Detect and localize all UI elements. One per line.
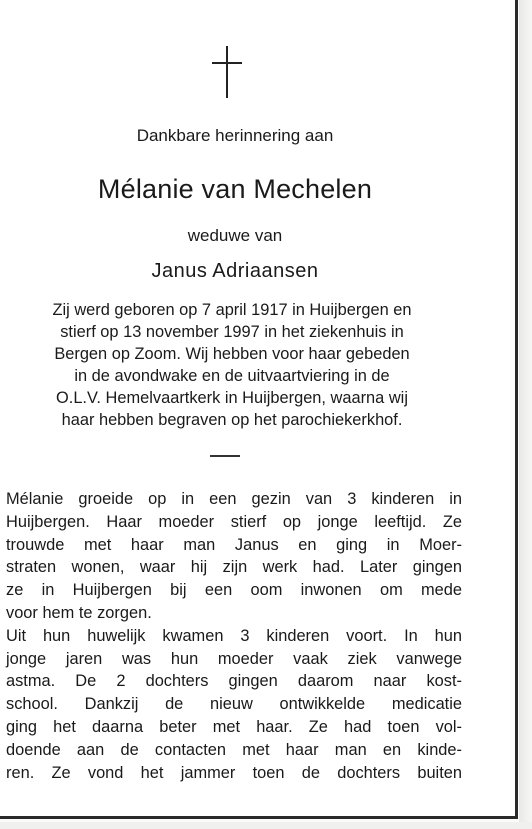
biography-line: trouwde met haar man Janus en ging in Moer- xyxy=(6,535,462,554)
announcement-paragraph xyxy=(0,299,464,431)
biography-line: Huijbergen. Haar moeder stierf op jonge leeftijd. Ze xyxy=(6,512,462,531)
biography-line: school. Dankzij de nieuw ontwikkelde medicatie xyxy=(6,695,462,714)
cross-icon xyxy=(212,46,242,98)
biography-line: ze in Huijbergen bij een oom inwonen om mede xyxy=(6,581,462,600)
announcement-line: stierf op 13 november 1997 in het ziekenhuis in xyxy=(60,323,404,341)
biography-line: voor hem te zorgen. xyxy=(6,603,152,622)
biography-line: jonge jaren was hun moeder vaak ziek vanwege xyxy=(6,649,462,668)
spouse-name: Janus Adriaansen xyxy=(151,260,319,282)
scan-edge xyxy=(519,0,532,829)
intro-text: Dankbare herinnering aan xyxy=(136,126,334,145)
scan-bottom-edge xyxy=(0,822,532,829)
announcement-line: Bergen op Zoom. Wij hebben voor haar gebeden xyxy=(54,345,410,363)
section-divider xyxy=(210,455,240,457)
biography-line: doende aan de contacten met haar man en kinde- xyxy=(6,740,462,759)
announcement-line: haar hebben begraven op het parochiekerkhof. xyxy=(61,411,403,429)
biography-paragraph xyxy=(6,488,462,784)
announcement-line: in de avondwake en de uitvaartviering in de xyxy=(74,367,390,385)
biography-line: ren. Ze vond het jammer toen de dochters buiten xyxy=(6,763,462,782)
deceased-name: Mélanie van Mechelen xyxy=(97,174,373,204)
biography-line: Uit hun huwelijk kwamen 3 kinderen voort. In hun xyxy=(6,626,462,645)
biography-line: straten wonen, waar hij zijn werk had. Later gingen xyxy=(6,558,462,577)
announcement-line: O.L.V. Hemelvaartkerk in Huijbergen, waarna wij xyxy=(56,389,408,407)
biography-line: Mélanie groeide op in een gezin van 3 kinderen in xyxy=(6,490,462,508)
biography-line: astma. De 2 dochters gingen daarom naar kost- xyxy=(6,672,462,691)
biography-line: ging het daarna beter met haar. Ze had toen vol- xyxy=(6,717,462,736)
relation-text: weduwe van xyxy=(187,226,283,245)
announcement-line: Zij werd geboren op 7 april 1917 in Huijbergen en xyxy=(52,301,412,319)
